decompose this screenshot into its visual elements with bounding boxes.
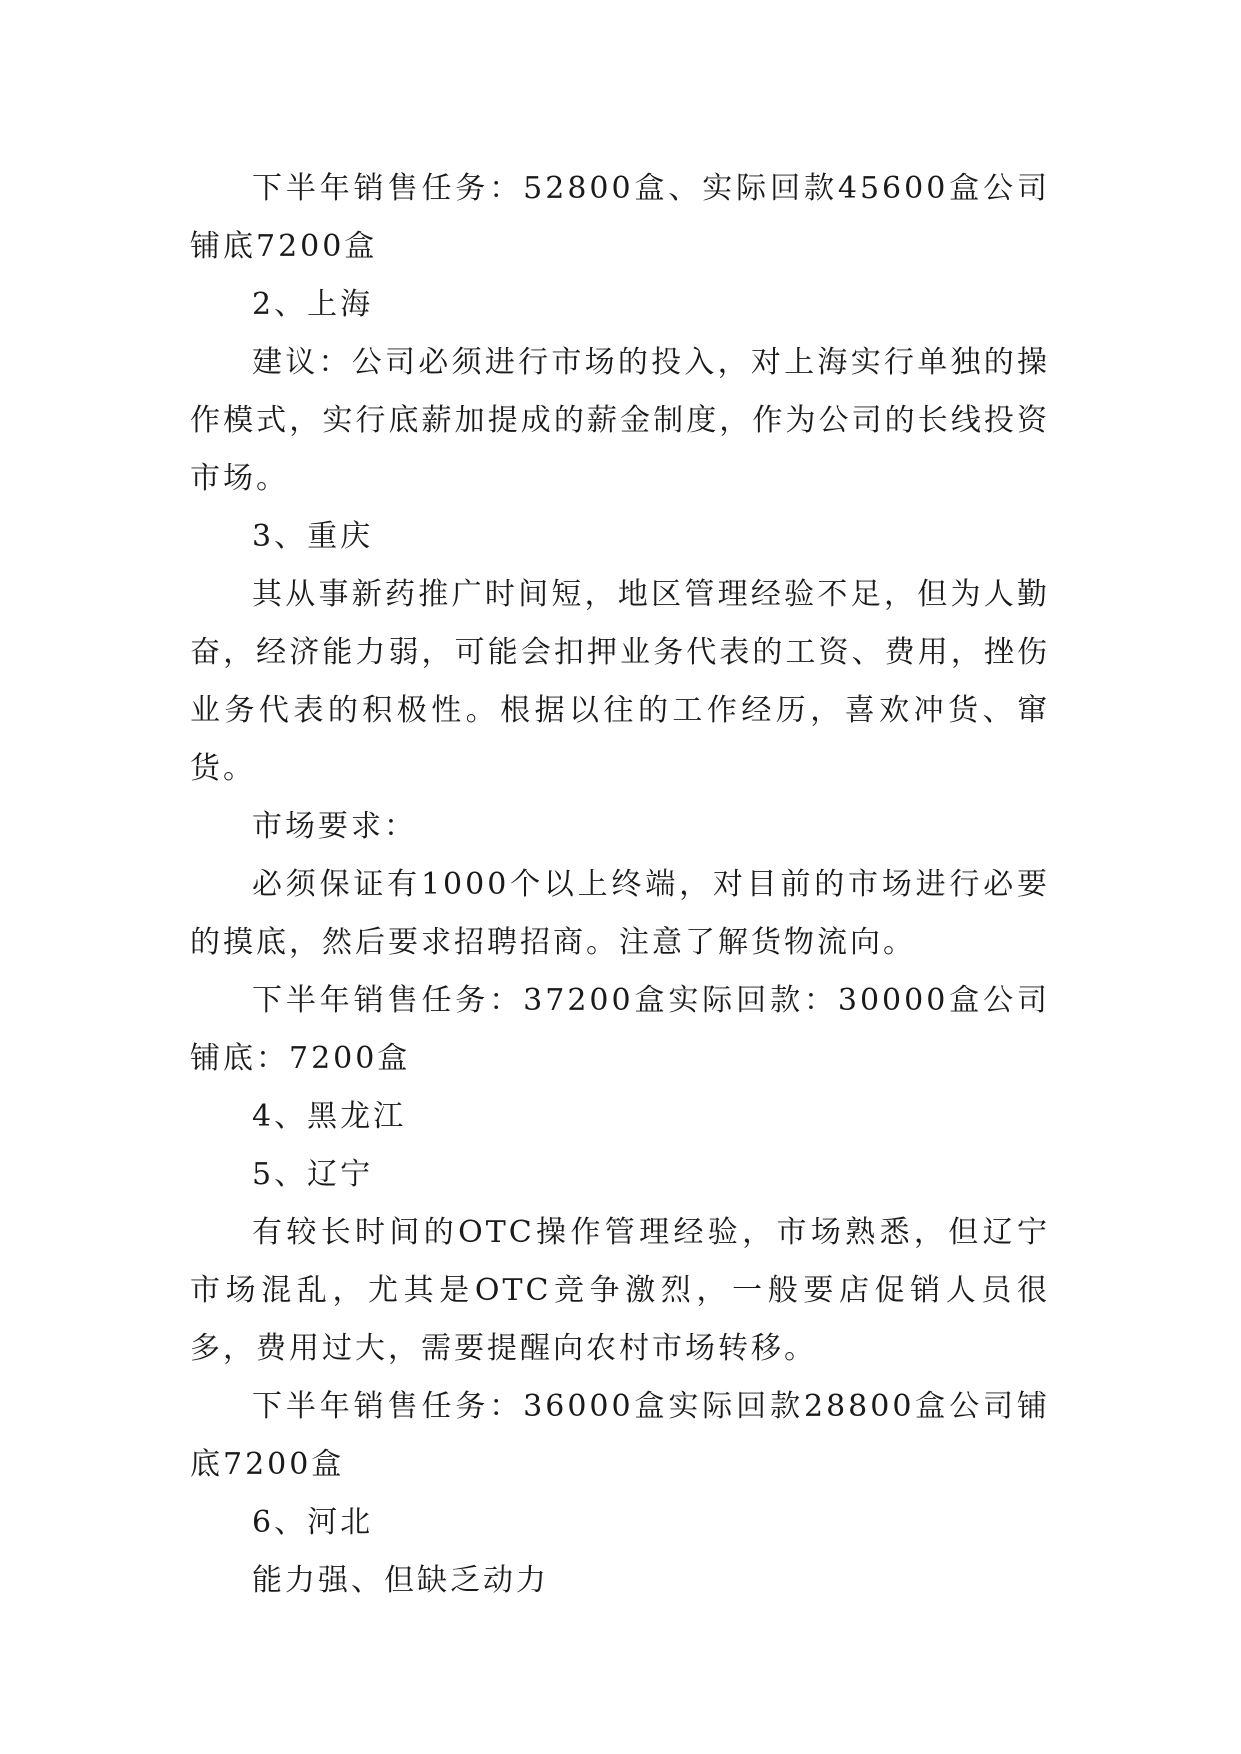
paragraph-liaoning-assessment: 有较长时间的OTC操作管理经验，市场熟悉，但辽宁市场混乱，尤其是OTC竞争激烈，一般要店促销人员很多，费用过大，需要提醒向农村市场转移。 bbox=[190, 1215, 1050, 1366]
paragraph-sales-task-1: 下半年销售任务：52800盒、实际回款45600盒公司铺底7200盒 bbox=[190, 171, 1050, 264]
paragraph-market-requirements: 必须保证有1000个以上终端，对目前的市场进行必要的摸底，然后要求招聘招商。注意了解货物流向。 bbox=[190, 867, 1050, 960]
heading-chongqing: 3、重庆 bbox=[252, 519, 374, 554]
heading-liaoning: 5、辽宁 bbox=[252, 1157, 374, 1192]
document-body bbox=[190, 160, 1050, 1610]
paragraph-sales-task-chongqing: 下半年销售任务：37200盒实际回款：30000盒公司铺底：7200盒 bbox=[190, 983, 1050, 1076]
paragraph-market-requirements-label: 市场要求： bbox=[252, 809, 417, 844]
heading-heilongjiang: 4、黑龙江 bbox=[252, 1099, 407, 1134]
paragraph-sales-task-liaoning: 下半年销售任务：36000盒实际回款28800盒公司铺底7200盒 bbox=[190, 1389, 1050, 1482]
paragraph-hebei-assessment: 能力强、但缺乏动力 bbox=[252, 1563, 549, 1598]
heading-shanghai: 2、上海 bbox=[252, 287, 374, 322]
paragraph-chongqing-assessment: 其从事新药推广时间短，地区管理经验不足，但为人勤奋，经济能力弱，可能会扣押业务代表的工资、费用，挫伤业务代表的积极性。根据以往的工作经历，喜欢冲货、窜货。 bbox=[190, 577, 1050, 786]
paragraph-shanghai-suggestion: 建议：公司必须进行市场的投入，对上海实行单独的操作模式，实行底薪加提成的薪金制度，作为公司的长线投资市场。 bbox=[190, 345, 1050, 496]
heading-hebei: 6、河北 bbox=[252, 1505, 374, 1540]
